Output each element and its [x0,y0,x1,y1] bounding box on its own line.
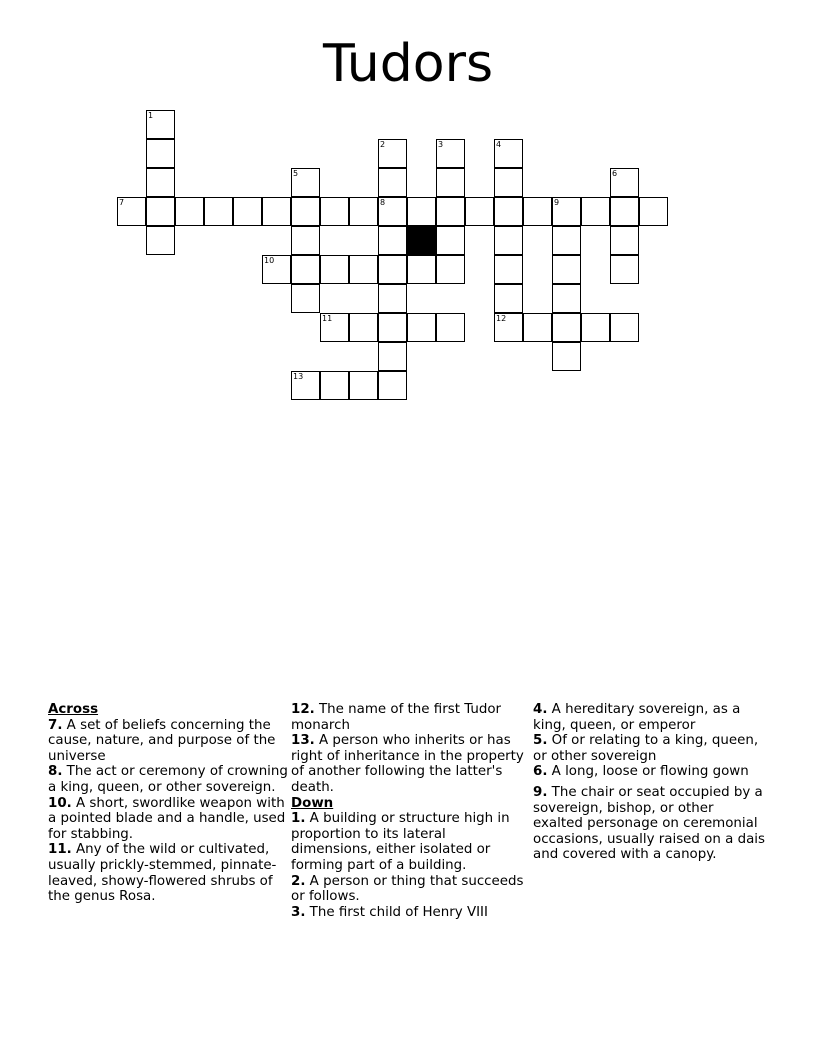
crossword-cell[interactable] [436,255,465,284]
across-clue [291,733,529,795]
crossword-cell[interactable] [436,197,465,226]
crossword-cell[interactable] [378,255,407,284]
clue-number: 2. [291,873,306,889]
clue-text: The name of the first Tudor monarch [291,702,502,733]
crossword-cell[interactable] [494,226,523,255]
crossword-cell[interactable] [610,313,639,342]
clue-number: 6. [533,764,548,780]
crossword-grid [0,0,816,420]
crossword-cell[interactable] [436,168,465,197]
crossword-cell[interactable] [378,313,407,342]
clue-number: 4. [533,702,548,717]
across-clue [48,764,288,795]
crossword-cell[interactable] [465,197,494,226]
crossword-cell[interactable] [494,197,523,226]
down-clue [533,702,765,733]
cell-number: 4 [496,140,502,149]
clues-column-3 [533,702,765,863]
crossword-cell[interactable] [610,255,639,284]
crossword-cell[interactable] [407,313,436,342]
across-heading: Across [48,702,99,717]
clue-number: 8. [48,764,63,780]
crossword-cell[interactable] [552,342,581,371]
crossword-cell[interactable] [552,226,581,255]
crossword-cell[interactable] [349,255,378,284]
cell-number: 5 [293,169,299,178]
cell-number: 3 [438,140,444,149]
cell-number: 8 [380,198,386,207]
clue-text: A person or thing that succeeds or follows. [291,873,524,905]
crossword-cell[interactable] [262,255,291,284]
cell-number: 6 [612,169,618,178]
clue-number: 12. [291,702,315,717]
crossword-cell[interactable] [146,168,175,197]
clues-column-2 [291,702,529,920]
clue-text: Of or relating to a king, queen, or other sovereign [533,733,759,764]
cell-number: 11 [322,314,333,323]
crossword-cell[interactable] [146,110,175,139]
clues-column-1 [48,702,288,905]
crossword-cell[interactable] [320,255,349,284]
crossword-cell[interactable] [494,313,523,342]
crossword-cell[interactable] [407,197,436,226]
clue-number: 5. [533,733,548,749]
crossword-cell[interactable] [378,342,407,371]
crossword-cell[interactable] [639,197,668,226]
crossword-cell[interactable] [291,168,320,197]
down-clue [533,764,765,780]
crossword-cell[interactable] [436,226,465,255]
crossword-cell[interactable] [610,197,639,226]
crossword-cell[interactable] [552,255,581,284]
clue-text: Any of the wild or cultivated, usually prickly-stemmed, pinnate-leaved, showy-flowered shrubs of the genus Rosa. [48,842,277,905]
clue-number: 9. [533,784,548,800]
cell-number: 12 [496,314,507,323]
cell-number: 10 [264,256,275,265]
crossword-cell[interactable] [146,226,175,255]
crossword-cell[interactable] [378,168,407,197]
crossword-cell[interactable] [349,197,378,226]
crossword-cell[interactable] [378,284,407,313]
crossword-cell[interactable] [494,139,523,168]
clue-text: A long, loose or flowing gown [551,764,749,780]
across-clue [48,842,288,904]
crossword-cell[interactable] [523,313,552,342]
crossword-cell[interactable] [378,197,407,226]
clue-text: A building or structure high in proportion to its lateral dimensions, either isolated or forming part of a building. [291,811,510,873]
crossword-cell[interactable] [523,197,552,226]
down-clue [533,785,765,863]
cell-number: 1 [148,111,154,120]
crossword-cell[interactable] [320,371,349,400]
crossword-cell[interactable] [349,371,378,400]
crossword-cell[interactable] [204,197,233,226]
clue-number: 3. [291,904,306,920]
crossword-cell[interactable] [436,139,465,168]
crossword-cell[interactable] [610,168,639,197]
crossword-cell[interactable] [407,255,436,284]
clue-number: 11. [48,842,72,858]
cell-number: 13 [293,372,304,381]
crossword-cell[interactable] [291,255,320,284]
clue-number: 1. [291,811,306,827]
clue-text: A person who inherits or has right of inheritance in the property of another following the latter's death. [291,733,524,795]
crossword-cell[interactable] [233,197,262,226]
clue-text: The first child of Henry VIII [309,904,488,920]
crossword-cell[interactable] [494,255,523,284]
down-clue [533,733,765,764]
crossword-cell[interactable] [581,313,610,342]
cell-number: 7 [119,198,125,207]
clue-number: 7. [48,717,63,733]
crossword-cell[interactable] [291,197,320,226]
crossword-cell[interactable] [349,313,378,342]
crossword-cell[interactable] [494,168,523,197]
down-heading: Down [291,795,334,811]
crossword-cell[interactable] [320,197,349,226]
page-title: Tudors [322,34,494,94]
crossword-cell[interactable] [262,197,291,226]
crossword-cell[interactable] [146,139,175,168]
clue-text: A short, swordlike weapon with a pointed blade and a handle, used for stabbing. [48,795,286,842]
crossword-cell[interactable] [291,371,320,400]
crossword-cell[interactable] [552,284,581,313]
crossword-cell[interactable] [117,197,146,226]
crossword-cell[interactable] [552,197,581,226]
crossword-cell[interactable] [320,313,349,342]
crossword-cell[interactable] [494,284,523,313]
clue-number: 13. [291,733,315,749]
crossword-black-cell [407,226,436,255]
across-clue [48,718,288,765]
clue-text: The chair or seat occupied by a sovereign, bishop, or other exalted personage on ceremonial occasions, usually raised on a dais and covered with a canopy. [533,784,765,863]
crossword-cell[interactable] [146,197,175,226]
crossword-cell[interactable] [378,371,407,400]
crossword-cell[interactable] [610,226,639,255]
down-clue [291,905,529,921]
crossword-cell[interactable] [378,226,407,255]
clue-text: A hereditary sovereign, as a king, queen, or emperor [533,702,741,733]
crossword-cell[interactable] [291,226,320,255]
down-clue [291,811,529,873]
crossword-cell[interactable] [175,197,204,226]
crossword-cell[interactable] [378,139,407,168]
clue-number: 10. [48,795,72,811]
down-clue [291,874,529,905]
crossword-cell[interactable] [552,313,581,342]
across-clue [291,702,529,733]
across-clue [48,796,288,843]
cell-number: 2 [380,140,386,149]
clue-text: A set of beliefs concerning the cause, nature, and purpose of the universe [48,717,276,764]
crossword-cell[interactable] [581,197,610,226]
crossword-cell[interactable] [436,313,465,342]
crossword-cell[interactable] [291,284,320,313]
clue-text: The act or ceremony of crowning a king, queen, or other sovereign. [48,764,288,795]
cell-number: 9 [554,198,560,207]
